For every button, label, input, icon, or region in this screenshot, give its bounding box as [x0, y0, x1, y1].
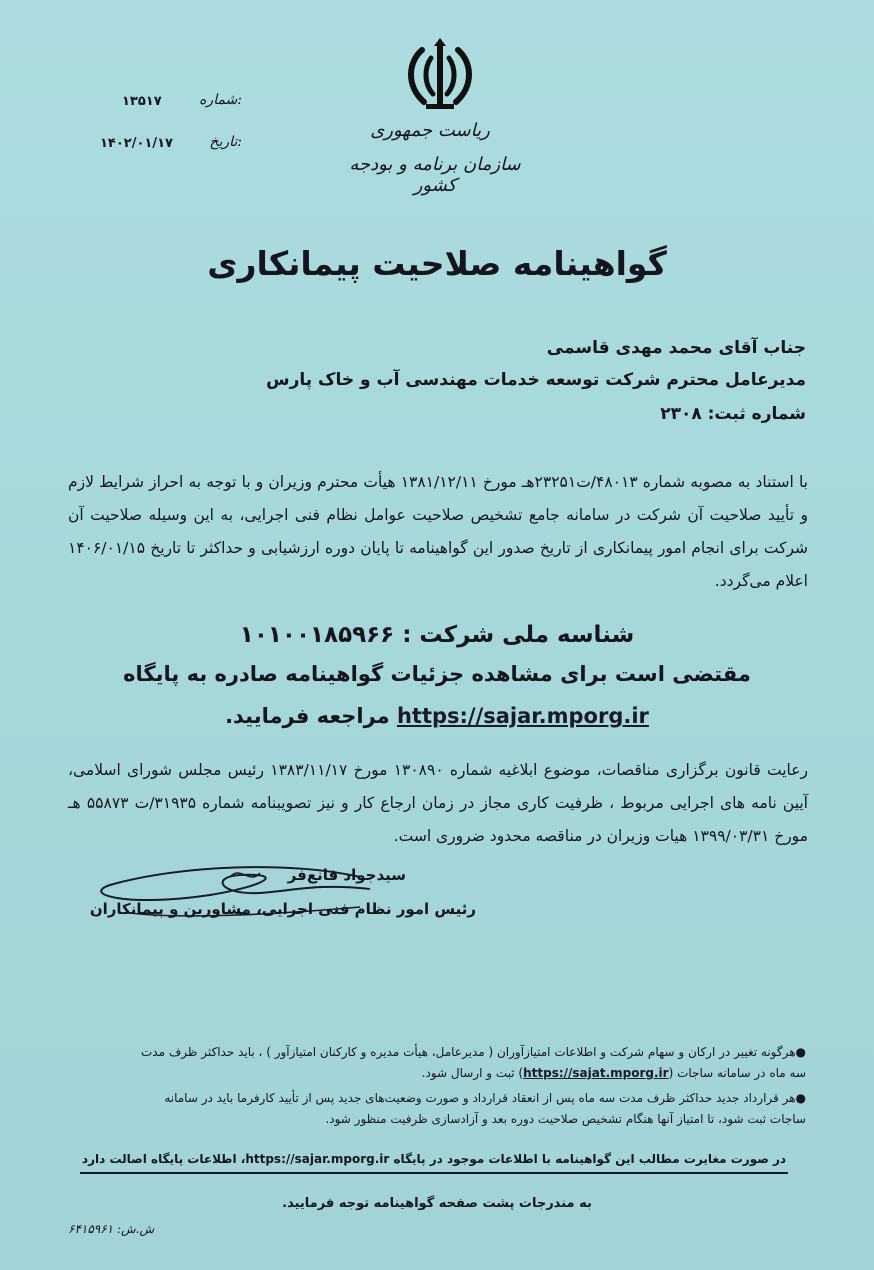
organization-name: سازمان برنامه و بودجه کشور: [349, 154, 521, 196]
footnote-2-line-b: ساجات ثبت شود، تا امتیاز آنها هنگام تشخیص صلاحیت دوره بعد و آزادسازی ظرفیت منظور شود.: [325, 1112, 806, 1126]
letter-number: ۱۳۵۱۷: [122, 94, 162, 109]
letter-date: ۱۴۰۲/۰۱/۱۷: [100, 136, 173, 151]
number-label: شماره:: [199, 92, 242, 108]
footnote-1-line-a: ●هرگونه تغییر در ارکان و سهام شرکت و اطلاعات امتیازآوران ( مدیرعامل، هیأت مدیره و کارکنان امتیازآور ) ، باید حداکثر ظرف مدت: [140, 1045, 806, 1059]
back-page-note: به مندرجات پشت صفحه گواهینامه توجه فرمایید.: [282, 1196, 592, 1211]
serial-number: ش.ش: ۶۴۱۵۹۶۱: [68, 1222, 155, 1236]
body-paragraph: با استناد به مصوبه شماره ۴۸۰۱۳/ت۲۳۲۵۱هـ مورخ ۱۳۸۱/۱۲/۱۱ هیأت محترم وزیران و با توجه به احراز شرایط لازم و تأیید صلاحیت آن شرکت در سامانه جامع تشخیص صلاحیت عوامل نظام فنی اجرایی، به این وسیله صلاحیت آن شرکت برای انجام امور پیمانکاری از تاریخ صدور این گواهینامه تا پایان دوره ارزشیابی و حداکثر تا تاریخ ۱۴۰۶/۰۱/۱۵ اعلام می‌گردد.: [68, 473, 808, 590]
organization-presidency: ریاست جمهوری: [370, 120, 490, 141]
validity-note: در صورت مغایرت مطالب این گواهینامه با اطلاعات موجود در پایگاه https://sajar.mporg.ir، اطلاعات پایگاه اصالت دارد: [81, 1152, 787, 1166]
notice-suffix: مراجعه فرمایید.: [225, 704, 390, 728]
recipient-name: جناب آقای محمد مهدی قاسمی: [546, 338, 806, 358]
footnote-1-line-b: [68, 1063, 806, 1084]
notice-line: مقتضی است برای مشاهده جزئیات گواهینامه صادره به پایگاه: [123, 662, 751, 686]
national-id: شناسه ملی شرکت : ۱۰۱۰۰۱۸۵۹۶۶: [239, 622, 635, 648]
signatory-title: رئیس امور نظام فنی اجرایی، مشاورین و پیمانکاران: [89, 900, 476, 918]
footnote-1-text-b: سه ماه در سامانه ساجات (: [668, 1066, 806, 1080]
footnote-1: [68, 1042, 806, 1084]
footnote-2-line-a: ●هر قرارداد جدید حداکثر ظرف مدت سه ماه پس از انعقاد قرارداد و صورت وضعیت‌های جدید پس از تأیید کارفرما باید در سامانه: [164, 1091, 806, 1105]
footnote-1-text-c: ) ثبت و ارسال شود.: [421, 1066, 524, 1080]
page-title: گواهینامه صلاحیت پیمانکاری: [207, 244, 667, 283]
date-row: [100, 134, 242, 156]
sajat-link[interactable]: https://sajat.mporg.ir: [523, 1066, 669, 1080]
number-row: [122, 92, 242, 114]
sajar-link[interactable]: https://sajar.mporg.ir: [396, 704, 649, 728]
compliance-paragraph: رعایت قانون برگزاری مناقصات، موضوع ابلاغیه شماره ۱۳۰۸۹۰ مورخ ۱۳۸۳/۱۱/۱۷ رئیس مجلس شورای اسلامی، آیین نامه های اجرایی مربوط ، ظرفیت کاری مجاز در زمان ارجاع کار و نیز تصویبنامه شماره ۳۱۹۳۵/ت ۵۵۸۷۳ هـ مورخ ۱۳۹۹/۰۳/۳۱ هیات وزیران در مناقصه محدود ضروری است.: [68, 761, 809, 845]
registration-number: شماره ثبت: ۲۳۰۸: [660, 404, 806, 424]
footnote-2: [68, 1088, 806, 1130]
date-label: تاریخ:: [209, 134, 242, 150]
iran-emblem-icon: [400, 36, 480, 116]
notice-line-2: [0, 704, 874, 728]
signatory-name: سیدجواد قانع‌فر: [287, 866, 406, 884]
recipient-position: مدیرعامل محترم شرکت توسعه خدمات مهندسی آب و خاک پارس: [266, 370, 806, 390]
validity-underline: [80, 1172, 788, 1174]
